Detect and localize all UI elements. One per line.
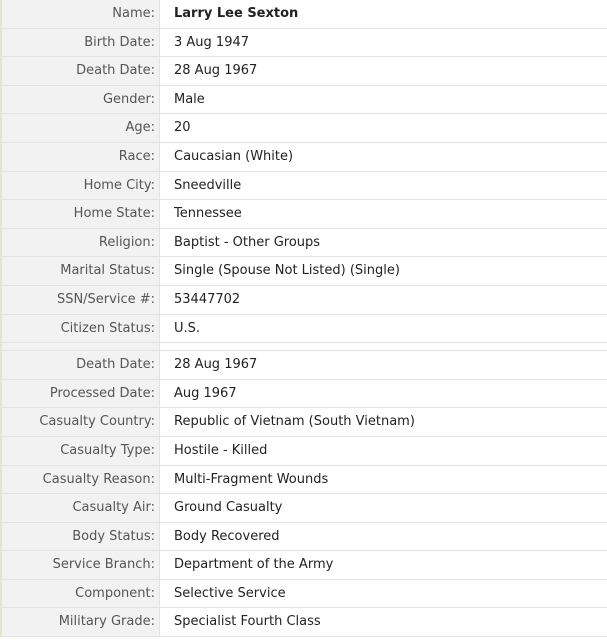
record-row-religion [2, 229, 607, 258]
field-label: Casualty Air: [2, 494, 160, 522]
field-label: Military Grade: [2, 608, 160, 636]
record-row-ssn [2, 286, 607, 315]
record-row-home-state [2, 200, 607, 229]
field-label: Citizen Status: [2, 315, 160, 343]
field-label: Birth Date: [2, 29, 160, 57]
field-value-name: Larry Lee Sexton [174, 6, 299, 21]
field-value: Baptist - Other Groups [174, 234, 321, 250]
record-row-casualty-reason [2, 466, 607, 495]
divider-value-cell [160, 343, 607, 350]
record-row-military-grade [2, 608, 607, 637]
record-row-processed-date [2, 380, 607, 409]
record-row-citizen-status [2, 315, 607, 344]
record-row-birth-date [2, 29, 607, 58]
field-label: Name: [2, 0, 160, 28]
record-row-casualty-country [2, 408, 607, 437]
field-label: Body Status: [2, 523, 160, 551]
field-value: 53447702 [174, 291, 241, 307]
field-value: Single (Spouse Not Listed) (Single) [174, 263, 400, 279]
field-label: Gender: [2, 86, 160, 114]
field-label: Service Branch: [2, 551, 160, 579]
field-value: Multi-Fragment Wounds [174, 471, 329, 487]
field-label: Death Date: [2, 351, 160, 379]
field-value: Caucasian (White) [174, 148, 294, 164]
field-value: Department of the Army [174, 557, 334, 573]
section-divider [2, 343, 607, 351]
field-label: Home City: [2, 172, 160, 200]
field-value: Sneedville [174, 177, 242, 193]
field-label: Processed Date: [2, 380, 160, 408]
field-value: Selective Service [174, 585, 286, 601]
field-label: Home State: [2, 200, 160, 228]
record-row-age [2, 114, 607, 143]
field-value: Republic of Vietnam (South Vietnam) [174, 414, 415, 430]
divider-label-cell [2, 343, 160, 350]
field-value: 20 [174, 120, 191, 136]
field-label: Casualty Type: [2, 437, 160, 465]
record-row-service-branch [2, 551, 607, 580]
record-row-component [2, 580, 607, 609]
record-row-death-date-2 [2, 351, 607, 380]
field-value: Male [174, 91, 205, 107]
field-value: 3 Aug 1947 [174, 34, 250, 50]
field-value: Body Recovered [174, 528, 280, 544]
record-row-body-status [2, 523, 607, 552]
record-row-casualty-type [2, 437, 607, 466]
field-label: Race: [2, 143, 160, 171]
record-row-home-city [2, 172, 607, 201]
field-label: Death Date: [2, 57, 160, 85]
record-row-death-date [2, 57, 607, 86]
record-row-name [2, 0, 607, 29]
field-value: Hostile - Killed [174, 442, 268, 458]
field-label: Component: [2, 580, 160, 608]
field-value: Specialist Fourth Class [174, 614, 321, 630]
field-label: Religion: [2, 229, 160, 257]
field-label: SSN/Service #: [2, 286, 160, 314]
field-value: 28 Aug 1967 [174, 357, 258, 373]
field-value: 28 Aug 1967 [174, 63, 258, 79]
field-label: Casualty Reason: [2, 466, 160, 494]
record-row-casualty-air [2, 494, 607, 523]
record-row-marital-status [2, 257, 607, 286]
field-label: Age: [2, 114, 160, 142]
field-value: Ground Casualty [174, 500, 283, 516]
field-value: Aug 1967 [174, 385, 237, 401]
field-label: Casualty Country: [2, 408, 160, 436]
field-value: U.S. [174, 320, 201, 336]
field-label: Marital Status: [2, 257, 160, 285]
record-row-gender [2, 86, 607, 115]
record-row-race [2, 143, 607, 172]
field-value: Tennessee [174, 206, 242, 222]
